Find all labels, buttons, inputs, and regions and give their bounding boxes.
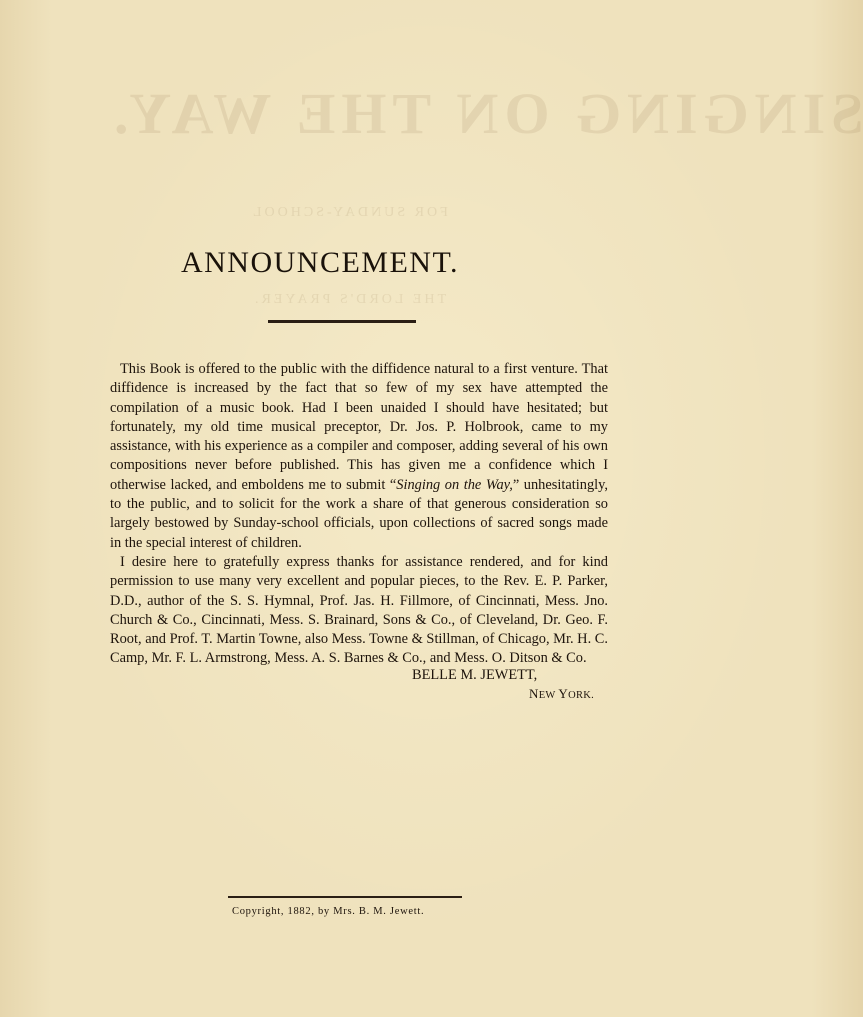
paragraph-1 [110,360,608,553]
page-heading: ANNOUNCEMENT. [180,246,460,279]
heading-rule [268,320,416,323]
paragraph-1-text: This Book is offered to the public with the diffidence natural to a first venture. That diffidence is increased by the fact that so few of my sex have attempted the compilation of a music book. Had I been unaided I should have hesitated; but fortunately, my old time musical preceptor, Dr. Jos. P. Holbrook, came to my assistance, with his experience as a compiler and composer, adding several of his own compositions never before published. This has given me a confidence which I otherwise lacked, and emboldens me to submit “ [110,361,608,493]
city-smallcaps: EW [538,690,559,701]
bleed-through-line: THE LORD'S PRAYER. [252,292,447,307]
book-title-italic: Singing on the Way, [396,476,513,493]
signature-city [529,686,594,702]
paragraph-1-text-cont: ” unhesitatingly, to the public, and to solicit for the work a share of that generous consideration so largely bestowed by Sunday-school officials, upon collections of sacred songs made in the special interest of children. [110,476,608,551]
signature-name: BELLE M. JEWETT, [412,667,538,683]
city-initial: Y [558,686,569,701]
bleed-through-title: SINGING ON THE WAY. [108,81,863,146]
copyright-rule [228,896,462,898]
announcement-body [110,360,608,669]
city-smallcaps: ORK. [568,690,595,701]
bleed-through-line: FOR SUNDAY-SCHOOL [250,205,448,220]
paragraph-2: I desire here to gratefully express thanks for assistance rendered, and for kind permission to use many very excellent and popular pieces, to the Rev. E. P. Parker, D.D., author of the S. S. Hymnal, Prof. Jas. H. Fillmore, of Cincinnati, Mess. Jno. Church & Co., Cincinnati, Mess. S. Brainard, Sons & Co., of Cleveland, Dr. Geo. F. Root, and Prof. T. Martin Towne, also Mess. Towne & Stillman, of Chicago, Mr. H. C. Camp, Mr. F. L. Armstrong, Mess. A. S. Barnes & Co., and Mess. O. Ditson & Co. [110,553,608,667]
city-initial: N [529,686,539,701]
copyright-notice: Copyright, 1882, by Mrs. B. M. Jewett. [232,906,425,917]
